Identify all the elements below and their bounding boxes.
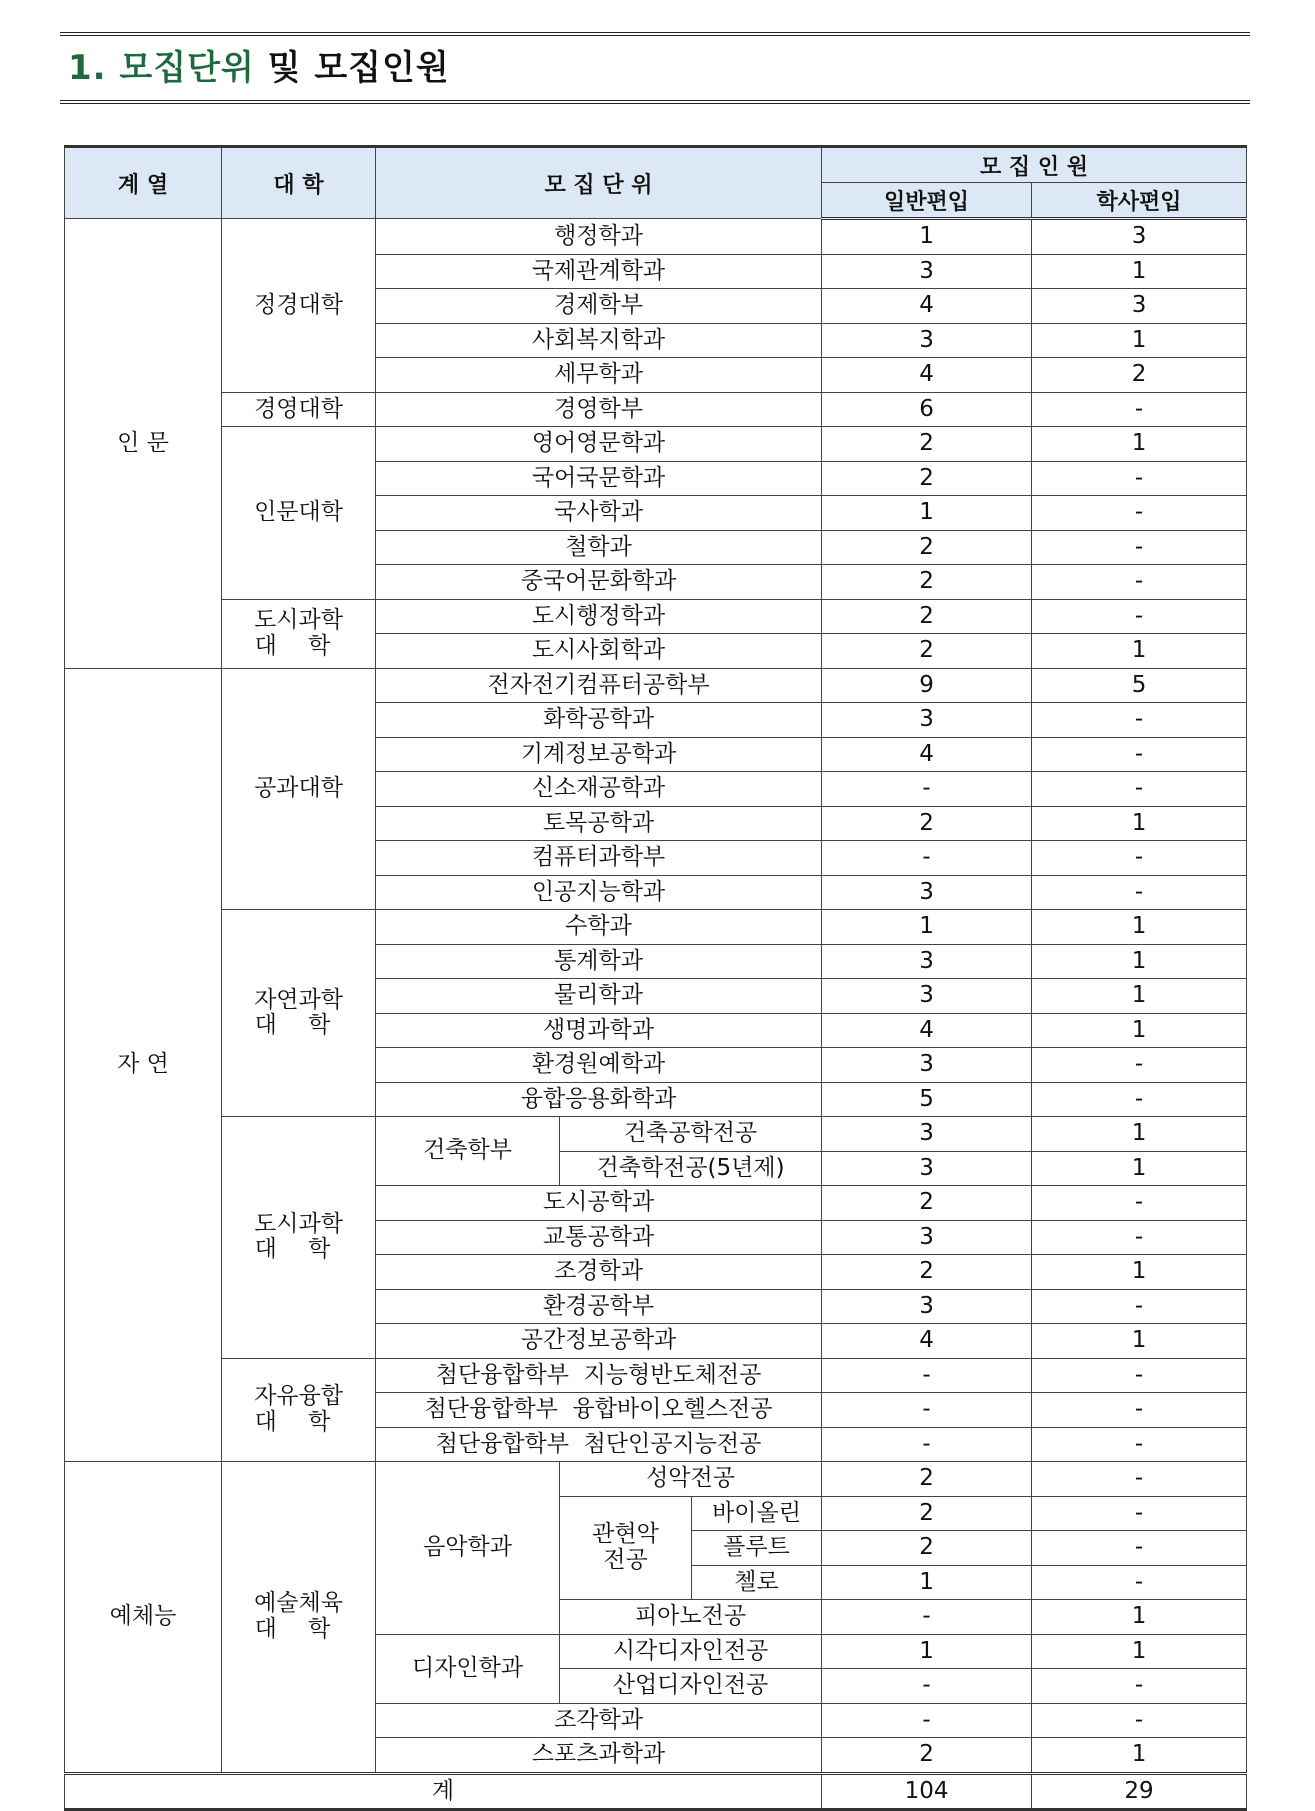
unit-cell: 영어영문학과	[376, 427, 822, 462]
unit-cell: 스포츠과학과	[376, 1738, 822, 1774]
general-count: 1	[822, 1565, 1032, 1600]
bachelor-count: -	[1032, 1496, 1247, 1531]
unit-cell: 첨단융합학부 지능형반도체전공	[376, 1358, 822, 1393]
general-count: -	[822, 1600, 1032, 1635]
unit-cell: 중국어문화학과	[376, 565, 822, 600]
bachelor-count: 1	[1032, 1738, 1247, 1774]
header-college: 대 학	[222, 147, 376, 219]
unit-cell: 국사학과	[376, 496, 822, 531]
table-row	[65, 427, 1247, 462]
general-count: -	[822, 1393, 1032, 1428]
general-count: -	[822, 1703, 1032, 1738]
general-count: 1	[822, 1634, 1032, 1669]
general-count: 3	[822, 1220, 1032, 1255]
sub-unit-cell: 성악전공	[560, 1462, 822, 1497]
general-count: 2	[822, 565, 1032, 600]
total-label: 계	[65, 1773, 822, 1810]
table-row	[65, 910, 1247, 945]
general-count: 4	[822, 1013, 1032, 1048]
general-count: 1	[822, 496, 1032, 531]
unit-cell: 통계학과	[376, 944, 822, 979]
bachelor-count: -	[1032, 772, 1247, 807]
header-bachelor: 학사편입	[1032, 183, 1247, 219]
sub-unit-cell: 건축학전공(5년제)	[560, 1151, 822, 1186]
orch-line-2: 전공	[603, 1546, 648, 1573]
unit-cell: 철학과	[376, 530, 822, 565]
subsub-unit-cell: 플루트	[692, 1531, 822, 1566]
general-count: 4	[822, 1324, 1032, 1359]
general-count: 3	[822, 703, 1032, 738]
bachelor-count: -	[1032, 461, 1247, 496]
bachelor-count: -	[1032, 875, 1247, 910]
sub-unit-cell: 피아노전공	[560, 1600, 822, 1635]
general-count: 4	[822, 737, 1032, 772]
bachelor-count: -	[1032, 1565, 1247, 1600]
header-general: 일반편입	[822, 183, 1032, 219]
unit-cell: 토목공학과	[376, 806, 822, 841]
college-cell: 인문대학	[222, 427, 376, 600]
unit-cell: 음악학과	[376, 1462, 560, 1635]
title-number: 1.	[68, 48, 107, 88]
general-count: 2	[822, 427, 1032, 462]
unit-cell: 컴퓨터과학부	[376, 841, 822, 876]
unit-cell: 조경학과	[376, 1255, 822, 1290]
general-count: -	[822, 772, 1032, 807]
bachelor-count: -	[1032, 530, 1247, 565]
unit-cell: 디자인학과	[376, 1634, 560, 1703]
unit-cell: 경제학부	[376, 289, 822, 324]
bachelor-count: -	[1032, 599, 1247, 634]
unit-cell: 경영학부	[376, 392, 822, 427]
general-count: 2	[822, 806, 1032, 841]
college-line-2: 대 학	[254, 1615, 343, 1642]
college-line-2: 대 학	[254, 1408, 343, 1435]
total-bachelor: 29	[1032, 1773, 1247, 1810]
college-line-1: 도시과학	[254, 1210, 343, 1237]
general-count: 1	[822, 219, 1032, 255]
unit-cell: 인공지능학과	[376, 875, 822, 910]
general-count: 3	[822, 979, 1032, 1014]
unit-cell: 환경원예학과	[376, 1048, 822, 1083]
college-line-2: 대 학	[254, 1012, 343, 1038]
general-count: 2	[822, 1531, 1032, 1566]
college-line-1: 자연과학	[254, 986, 343, 1013]
general-count: 2	[822, 1255, 1032, 1290]
general-count: 2	[822, 461, 1032, 496]
page-title	[60, 36, 1250, 100]
group-natural: 자 연	[65, 668, 222, 1462]
general-count: 4	[822, 358, 1032, 393]
bachelor-count: 1	[1032, 427, 1247, 462]
subsub-unit-cell: 바이올린	[692, 1496, 822, 1531]
bachelor-count: -	[1032, 1220, 1247, 1255]
title-bottom-rule	[60, 100, 1250, 104]
unit-cell: 도시공학과	[376, 1186, 822, 1221]
general-count: 2	[822, 1496, 1032, 1531]
unit-cell: 세무학과	[376, 358, 822, 393]
unit-cell: 기계정보공학과	[376, 737, 822, 772]
header-series: 계 열	[65, 147, 222, 219]
general-count: 2	[822, 1186, 1032, 1221]
unit-cell: 국제관계학과	[376, 254, 822, 289]
general-count: 4	[822, 289, 1032, 324]
college-cell	[222, 599, 376, 668]
bachelor-count: -	[1032, 703, 1247, 738]
unit-cell: 물리학과	[376, 979, 822, 1014]
unit-cell: 조각학과	[376, 1703, 822, 1738]
unit-cell: 국어국문학과	[376, 461, 822, 496]
general-count: 3	[822, 875, 1032, 910]
bachelor-count: 1	[1032, 1151, 1247, 1186]
college-line-1: 예술체육	[254, 1590, 343, 1617]
bachelor-count: 1	[1032, 1255, 1247, 1290]
general-count: 3	[822, 254, 1032, 289]
unit-cell: 전자전기컴퓨터공학부	[376, 668, 822, 703]
general-count: 5	[822, 1082, 1032, 1117]
table-row	[65, 1358, 1247, 1393]
bachelor-count: 1	[1032, 1324, 1247, 1359]
college-line-1: 도시과학	[254, 607, 343, 634]
bachelor-count: -	[1032, 737, 1247, 772]
bachelor-count: 1	[1032, 806, 1247, 841]
college-cell	[222, 1358, 376, 1462]
unit-cell: 수학과	[376, 910, 822, 945]
unit-cell: 생명과학과	[376, 1013, 822, 1048]
bachelor-count: -	[1032, 1462, 1247, 1497]
unit-cell: 환경공학부	[376, 1289, 822, 1324]
table-row	[65, 668, 1247, 703]
bachelor-count: 1	[1032, 944, 1247, 979]
group-humanities: 인 문	[65, 219, 222, 669]
section-title	[60, 32, 1250, 104]
header-count: 모 집 인 원	[822, 147, 1247, 183]
header-unit: 모 집 단 위	[376, 147, 822, 219]
total-row	[65, 1773, 1247, 1810]
bachelor-count: 1	[1032, 979, 1247, 1014]
general-count: 2	[822, 599, 1032, 634]
total-general: 104	[822, 1773, 1032, 1810]
general-count: 3	[822, 1117, 1032, 1152]
unit-cell: 사회복지학과	[376, 323, 822, 358]
bachelor-count: -	[1032, 1186, 1247, 1221]
unit-cell: 공간정보공학과	[376, 1324, 822, 1359]
sub-unit-cell: 건축공학전공	[560, 1117, 822, 1152]
bachelor-count: -	[1032, 1289, 1247, 1324]
bachelor-count: 5	[1032, 668, 1247, 703]
general-count: 2	[822, 634, 1032, 669]
bachelor-count: -	[1032, 1358, 1247, 1393]
unit-cell: 도시사회학과	[376, 634, 822, 669]
unit-cell: 첨단융합학부 융합바이오헬스전공	[376, 1393, 822, 1428]
bachelor-count: 1	[1032, 1013, 1247, 1048]
bachelor-count: 1	[1032, 1117, 1247, 1152]
general-count: 1	[822, 910, 1032, 945]
general-count: 2	[822, 530, 1032, 565]
general-count: 3	[822, 1048, 1032, 1083]
bachelor-count: -	[1032, 1427, 1247, 1462]
college-line-2: 대 학	[254, 632, 343, 659]
bachelor-count: -	[1032, 1082, 1247, 1117]
bachelor-count: 2	[1032, 358, 1247, 393]
college-cell: 경영대학	[222, 392, 376, 427]
bachelor-count: -	[1032, 1393, 1247, 1428]
sub-unit-cell: 시각디자인전공	[560, 1634, 822, 1669]
college-cell: 공과대학	[222, 668, 376, 910]
bachelor-count: 1	[1032, 254, 1247, 289]
table-row	[65, 1117, 1247, 1152]
college-line-1: 자유융합	[254, 1383, 343, 1410]
college-line-2: 대 학	[254, 1236, 343, 1263]
general-count: 3	[822, 323, 1032, 358]
general-count: 2	[822, 1462, 1032, 1497]
bachelor-count: 3	[1032, 289, 1247, 324]
sub-unit-cell: 산업디자인전공	[560, 1669, 822, 1704]
general-count: -	[822, 1358, 1032, 1393]
unit-cell: 화학공학과	[376, 703, 822, 738]
bachelor-count: -	[1032, 1531, 1247, 1566]
table-row	[65, 599, 1247, 634]
general-count: 3	[822, 944, 1032, 979]
general-count: 9	[822, 668, 1032, 703]
general-count: 2	[822, 1738, 1032, 1774]
sub-unit-cell	[560, 1496, 692, 1600]
unit-cell: 행정학과	[376, 219, 822, 255]
unit-cell: 신소재공학과	[376, 772, 822, 807]
general-count: 6	[822, 392, 1032, 427]
title-text-b: 및 모집인원	[267, 48, 450, 88]
unit-cell: 융합응용화학과	[376, 1082, 822, 1117]
unit-cell: 도시행정학과	[376, 599, 822, 634]
bachelor-count: -	[1032, 392, 1247, 427]
table-row	[65, 1462, 1247, 1497]
bachelor-count: -	[1032, 1703, 1247, 1738]
subsub-unit-cell: 첼로	[692, 1565, 822, 1600]
bachelor-count: -	[1032, 496, 1247, 531]
bachelor-count: -	[1032, 1669, 1247, 1704]
bachelor-count: -	[1032, 841, 1247, 876]
group-arts: 예체능	[65, 1462, 222, 1774]
bachelor-count: 1	[1032, 910, 1247, 945]
general-count: -	[822, 1669, 1032, 1704]
bachelor-count: 1	[1032, 634, 1247, 669]
college-cell	[222, 1117, 376, 1359]
college-cell	[222, 910, 376, 1117]
orch-line-1: 관현악	[592, 1521, 659, 1548]
title-text-a: 모집단위	[119, 48, 255, 88]
general-count: -	[822, 1427, 1032, 1462]
recruitment-table	[64, 145, 1247, 1811]
college-cell: 정경대학	[222, 219, 376, 393]
unit-cell: 건축학부	[376, 1117, 560, 1186]
bachelor-count: -	[1032, 1048, 1247, 1083]
bachelor-count: -	[1032, 565, 1247, 600]
bachelor-count: 1	[1032, 1634, 1247, 1669]
bachelor-count: 3	[1032, 219, 1247, 255]
unit-cell: 교통공학과	[376, 1220, 822, 1255]
bachelor-count: 1	[1032, 1600, 1247, 1635]
unit-cell: 첨단융합학부 첨단인공지능전공	[376, 1427, 822, 1462]
table-row	[65, 219, 1247, 255]
bachelor-count: 1	[1032, 323, 1247, 358]
general-count: 3	[822, 1151, 1032, 1186]
table-row	[65, 392, 1247, 427]
general-count: 3	[822, 1289, 1032, 1324]
college-cell	[222, 1462, 376, 1774]
general-count: -	[822, 841, 1032, 876]
